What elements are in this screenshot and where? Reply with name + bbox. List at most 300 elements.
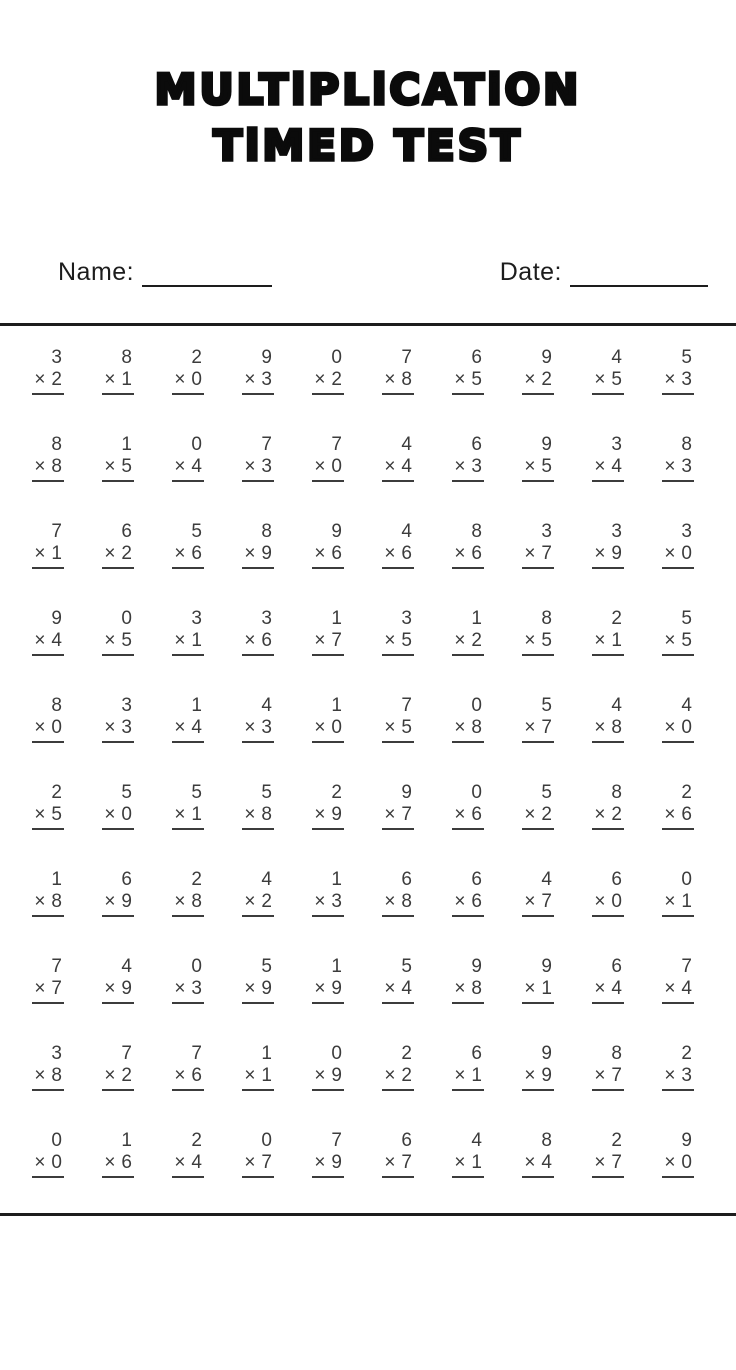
multiplier-line [590, 892, 624, 912]
answer-line [662, 741, 694, 743]
answer-line [522, 1002, 554, 1004]
answer-line [312, 741, 344, 743]
answer-line [312, 393, 344, 395]
multiplier-line [380, 544, 414, 564]
multiplier: 1 [51, 543, 62, 564]
multiplier: 8 [471, 978, 482, 999]
answer-line [662, 393, 694, 395]
multiplicand: 4 [471, 1130, 482, 1151]
multiplier-line [310, 370, 344, 390]
answer-line [522, 915, 554, 917]
multiplier-line [240, 370, 274, 390]
answer-line [242, 567, 274, 569]
problem-r3-c10 [660, 522, 694, 568]
multiplicand: 1 [261, 1043, 272, 1064]
multiplicand: 9 [541, 1043, 552, 1064]
problem-r6-c5 [310, 783, 344, 829]
multiplier-line [520, 979, 554, 999]
multiplicand: 1 [121, 434, 132, 455]
multiplier: 5 [401, 630, 412, 651]
multiplicand: 1 [121, 1130, 132, 1151]
multiplicand: 6 [401, 1130, 412, 1151]
multiplier-line [590, 718, 624, 738]
multiplier: 2 [401, 1065, 412, 1086]
answer-line [382, 915, 414, 917]
multiplicand: 1 [331, 956, 342, 977]
answer-line [522, 567, 554, 569]
multiplier-line [660, 631, 694, 651]
multiplier-line [100, 544, 134, 564]
times-icon: × [34, 804, 46, 825]
problem-r7-c5 [310, 870, 344, 916]
answer-line [452, 828, 484, 830]
multiplier: 6 [191, 1065, 202, 1086]
problem-r5-c8 [520, 696, 554, 742]
problem-r1-c2 [100, 348, 134, 394]
multiplier-line [170, 370, 204, 390]
problem-r2-c1 [30, 435, 64, 481]
multiplier: 5 [541, 630, 552, 651]
multiplier: 4 [191, 456, 202, 477]
times-icon: × [384, 891, 396, 912]
multiplicand: 6 [611, 869, 622, 890]
multiplicand: 2 [681, 1043, 692, 1064]
multiplier: 1 [191, 804, 202, 825]
multiplicand: 4 [401, 434, 412, 455]
multiplicand: 8 [611, 1043, 622, 1064]
multiplier: 7 [331, 630, 342, 651]
problem-r10-c8 [520, 1131, 554, 1177]
multiplier: 3 [681, 1065, 692, 1086]
times-icon: × [244, 543, 256, 564]
answer-line [312, 915, 344, 917]
multiplicand: 2 [331, 782, 342, 803]
answer-line [172, 741, 204, 743]
times-icon: × [104, 630, 116, 651]
multiplicand: 8 [541, 1130, 552, 1151]
multiplicand: 2 [191, 1130, 202, 1151]
multiplicand: 0 [331, 347, 342, 368]
answer-line [522, 480, 554, 482]
multiplier: 3 [471, 456, 482, 477]
times-icon: × [524, 1152, 536, 1173]
multiplier-line [520, 892, 554, 912]
multiplier-line [380, 805, 414, 825]
answer-line [32, 915, 64, 917]
times-icon: × [594, 1152, 606, 1173]
problem-r6-c1 [30, 783, 64, 829]
answer-line [242, 1176, 274, 1178]
times-icon: × [524, 630, 536, 651]
times-icon: × [384, 543, 396, 564]
answer-line [312, 480, 344, 482]
answer-line [102, 480, 134, 482]
multiplier-line [310, 718, 344, 738]
answer-line [242, 1002, 274, 1004]
problem-r5-c3 [170, 696, 204, 742]
name-blank [142, 261, 272, 287]
multiplicand: 3 [611, 521, 622, 542]
answer-line [312, 654, 344, 656]
multiplier-line [590, 631, 624, 651]
times-icon: × [384, 804, 396, 825]
times-icon: × [454, 717, 466, 738]
multiplier: 7 [51, 978, 62, 999]
problem-r7-c4 [240, 870, 274, 916]
multiplier: 0 [331, 456, 342, 477]
times-icon: × [174, 1065, 186, 1086]
times-icon: × [174, 369, 186, 390]
multiplicand: 3 [51, 347, 62, 368]
times-icon: × [454, 978, 466, 999]
multiplier-line [170, 457, 204, 477]
multiplier-line [450, 457, 484, 477]
answer-line [172, 1002, 204, 1004]
multiplier-line [30, 979, 64, 999]
multiplicand: 7 [261, 434, 272, 455]
times-icon: × [34, 630, 46, 651]
multiplier-line [590, 979, 624, 999]
multiplier-line [30, 370, 64, 390]
times-icon: × [34, 1152, 46, 1173]
answer-line [312, 1176, 344, 1178]
multiplicand: 2 [191, 869, 202, 890]
times-icon: × [664, 630, 676, 651]
times-icon: × [384, 369, 396, 390]
answer-line [312, 828, 344, 830]
multiplicand: 2 [401, 1043, 412, 1064]
answer-line [382, 567, 414, 569]
problem-r9-c5 [310, 1044, 344, 1090]
title-line-2: TiMED TEST [213, 121, 523, 170]
multiplicand: 5 [401, 956, 412, 977]
title-line-1: MULTiPLiCATiON [154, 65, 582, 114]
times-icon: × [314, 369, 326, 390]
problem-r6-c10 [660, 783, 694, 829]
multiplier: 4 [191, 1152, 202, 1173]
multiplier-line [170, 979, 204, 999]
answer-line [662, 1002, 694, 1004]
problem-r4-c5 [310, 609, 344, 655]
bottom-divider [0, 1213, 736, 1216]
multiplier-line [30, 718, 64, 738]
multiplier-line [660, 1066, 694, 1086]
multiplicand: 0 [191, 434, 202, 455]
times-icon: × [174, 717, 186, 738]
answer-line [662, 1089, 694, 1091]
problem-r5-c1 [30, 696, 64, 742]
problem-r5-c5 [310, 696, 344, 742]
answer-line [172, 1089, 204, 1091]
answer-line [592, 654, 624, 656]
answer-line [592, 567, 624, 569]
multiplier-line [310, 1153, 344, 1173]
multiplier-line [170, 1066, 204, 1086]
answer-line [382, 1002, 414, 1004]
multiplier: 9 [121, 891, 132, 912]
multiplier-line [30, 631, 64, 651]
answer-line [382, 1089, 414, 1091]
times-icon: × [314, 1152, 326, 1173]
multiplier-line [100, 805, 134, 825]
times-icon: × [454, 1152, 466, 1173]
problem-r8-c6 [380, 957, 414, 1003]
answer-line [592, 1002, 624, 1004]
multiplicand: 7 [331, 1130, 342, 1151]
multiplicand: 6 [471, 869, 482, 890]
answer-line [32, 393, 64, 395]
multiplicand: 3 [121, 695, 132, 716]
answer-line [102, 567, 134, 569]
multiplicand: 8 [51, 695, 62, 716]
multiplier: 9 [331, 978, 342, 999]
multiplicand: 4 [541, 869, 552, 890]
multiplicand: 8 [261, 521, 272, 542]
problem-r8-c7 [450, 957, 484, 1003]
problem-r2-c6 [380, 435, 414, 481]
multiplier-line [240, 631, 274, 651]
multiplier-line [450, 805, 484, 825]
multiplier: 3 [681, 456, 692, 477]
multiplier: 2 [121, 1065, 132, 1086]
problem-r2-c2 [100, 435, 134, 481]
multiplier: 2 [541, 369, 552, 390]
problem-r5-c4 [240, 696, 274, 742]
answer-line [242, 654, 274, 656]
answer-line [382, 393, 414, 395]
multiplicand: 4 [681, 695, 692, 716]
problem-r7-c2 [100, 870, 134, 916]
multiplier-line [30, 544, 64, 564]
times-icon: × [104, 543, 116, 564]
times-icon: × [174, 630, 186, 651]
times-icon: × [454, 456, 466, 477]
multiplicand: 7 [121, 1043, 132, 1064]
problem-r4-c6 [380, 609, 414, 655]
times-icon: × [244, 369, 256, 390]
multiplier: 7 [541, 717, 552, 738]
multiplicand: 6 [471, 1043, 482, 1064]
answer-line [452, 393, 484, 395]
multiplier-line [660, 1153, 694, 1173]
name-label: Name: [58, 258, 135, 286]
problem-r4-c10 [660, 609, 694, 655]
multiplier: 4 [401, 456, 412, 477]
multiplier: 3 [261, 717, 272, 738]
date-blank [570, 261, 708, 287]
multiplier-line [520, 805, 554, 825]
problem-r9-c10 [660, 1044, 694, 1090]
times-icon: × [314, 630, 326, 651]
multiplier-line [590, 1153, 624, 1173]
multiplicand: 5 [681, 608, 692, 629]
times-icon: × [314, 543, 326, 564]
multiplier: 5 [611, 369, 622, 390]
answer-line [172, 654, 204, 656]
multiplier: 6 [681, 804, 692, 825]
multiplier-line [240, 805, 274, 825]
multiplicand: 6 [121, 521, 132, 542]
top-divider [0, 323, 736, 326]
problem-r3-c3 [170, 522, 204, 568]
answer-line [102, 1176, 134, 1178]
problem-r8-c4 [240, 957, 274, 1003]
times-icon: × [34, 369, 46, 390]
times-icon: × [524, 717, 536, 738]
multiplier-line [590, 370, 624, 390]
times-icon: × [594, 804, 606, 825]
problem-r7-c8 [520, 870, 554, 916]
problem-r6-c7 [450, 783, 484, 829]
multiplier-line [450, 718, 484, 738]
multiplier-line [450, 1153, 484, 1173]
multiplier-line [660, 718, 694, 738]
multiplier-line [170, 544, 204, 564]
problem-r8-c9 [590, 957, 624, 1003]
multiplier: 5 [401, 717, 412, 738]
problem-r2-c10 [660, 435, 694, 481]
multiplier-line [520, 457, 554, 477]
multiplicand: 9 [401, 782, 412, 803]
multiplier-line [520, 544, 554, 564]
multiplier: 0 [681, 717, 692, 738]
multiplier-line [450, 892, 484, 912]
multiplier: 8 [191, 891, 202, 912]
multiplier: 9 [121, 978, 132, 999]
problem-r1-c7 [450, 348, 484, 394]
multiplicand: 7 [51, 956, 62, 977]
problem-r9-c9 [590, 1044, 624, 1090]
problem-r2-c5 [310, 435, 344, 481]
multiplicand: 7 [401, 695, 412, 716]
multiplier-line [100, 631, 134, 651]
multiplier-line [100, 370, 134, 390]
multiplier: 3 [121, 717, 132, 738]
times-icon: × [314, 978, 326, 999]
multiplier-line [660, 979, 694, 999]
times-icon: × [174, 891, 186, 912]
multiplier-line [450, 631, 484, 651]
answer-line [452, 1002, 484, 1004]
problem-r3-c8 [520, 522, 554, 568]
times-icon: × [314, 891, 326, 912]
multiplicand: 4 [401, 521, 412, 542]
times-icon: × [594, 456, 606, 477]
multiplier: 9 [541, 1065, 552, 1086]
multiplier: 3 [681, 369, 692, 390]
multiplicand: 2 [681, 782, 692, 803]
multiplicand: 4 [261, 869, 272, 890]
multiplier: 9 [331, 804, 342, 825]
times-icon: × [454, 543, 466, 564]
answer-line [592, 1089, 624, 1091]
problem-r1-c4 [240, 348, 274, 394]
multiplier: 9 [331, 1065, 342, 1086]
multiplier: 8 [401, 369, 412, 390]
answer-line [102, 915, 134, 917]
multiplier-line [380, 718, 414, 738]
answer-line [242, 915, 274, 917]
answer-line [592, 915, 624, 917]
multiplicand: 1 [471, 608, 482, 629]
answer-line [592, 393, 624, 395]
answer-line [452, 480, 484, 482]
worksheet-page [0, 62, 736, 1370]
multiplier: 1 [541, 978, 552, 999]
answer-line [382, 1176, 414, 1178]
times-icon: × [524, 891, 536, 912]
multiplicand: 0 [51, 1130, 62, 1151]
multiplicand: 4 [611, 695, 622, 716]
multiplier-line [380, 457, 414, 477]
answer-line [32, 567, 64, 569]
multiplicand: 5 [681, 347, 692, 368]
answer-line [662, 567, 694, 569]
problem-r4-c7 [450, 609, 484, 655]
times-icon: × [104, 891, 116, 912]
problem-r4-c8 [520, 609, 554, 655]
times-icon: × [594, 1065, 606, 1086]
multiplier: 4 [611, 978, 622, 999]
problem-r9-c4 [240, 1044, 274, 1090]
multiplier: 5 [51, 804, 62, 825]
multiplicand: 5 [191, 521, 202, 542]
multiplier: 7 [401, 1152, 412, 1173]
multiplier: 8 [51, 891, 62, 912]
multiplicand: 2 [611, 1130, 622, 1151]
problems-grid [0, 348, 736, 1177]
times-icon: × [34, 891, 46, 912]
times-icon: × [174, 1152, 186, 1173]
multiplier: 0 [51, 717, 62, 738]
multiplier-line [310, 979, 344, 999]
times-icon: × [244, 804, 256, 825]
multiplier-line [380, 370, 414, 390]
answer-line [662, 1176, 694, 1178]
multiplier-line [660, 805, 694, 825]
times-icon: × [454, 1065, 466, 1086]
multiplicand: 3 [401, 608, 412, 629]
problem-r5-c7 [450, 696, 484, 742]
times-icon: × [314, 804, 326, 825]
problem-r1-c10 [660, 348, 694, 394]
problem-r8-c5 [310, 957, 344, 1003]
multiplier-line [100, 979, 134, 999]
multiplier-line [450, 370, 484, 390]
answer-line [452, 1176, 484, 1178]
multiplier-line [170, 1153, 204, 1173]
multiplier: 6 [331, 543, 342, 564]
multiplier: 1 [261, 1065, 272, 1086]
multiplier-line [380, 892, 414, 912]
problem-r1-c8 [520, 348, 554, 394]
multiplier: 7 [541, 891, 552, 912]
answer-line [452, 915, 484, 917]
multiplicand: 3 [541, 521, 552, 542]
multiplier: 2 [541, 804, 552, 825]
problem-r4-c1 [30, 609, 64, 655]
problem-r8-c10 [660, 957, 694, 1003]
problem-r3-c4 [240, 522, 274, 568]
answer-line [102, 393, 134, 395]
problem-r3-c7 [450, 522, 484, 568]
problem-r7-c6 [380, 870, 414, 916]
multiplier: 9 [261, 543, 272, 564]
multiplier: 5 [471, 369, 482, 390]
problem-r7-c3 [170, 870, 204, 916]
multiplier: 1 [121, 369, 132, 390]
multiplicand: 8 [471, 521, 482, 542]
